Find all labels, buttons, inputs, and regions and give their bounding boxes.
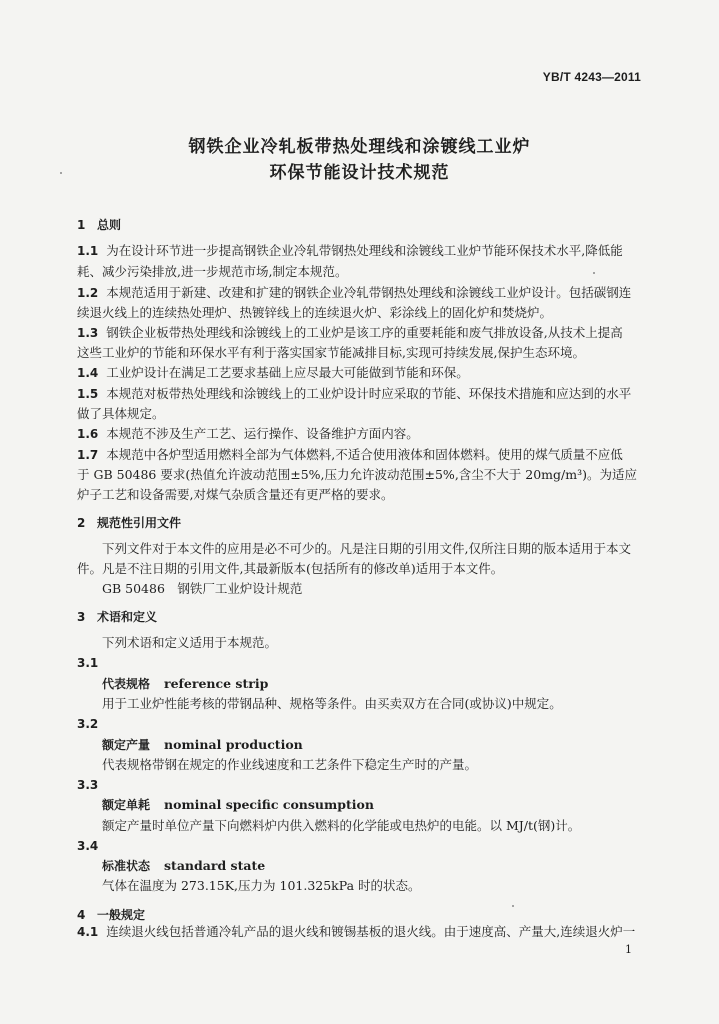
- section-2-heading: 2 规范性引用文件: [77, 516, 182, 530]
- term-3-4-title: 标准状态 standard state: [102, 858, 266, 873]
- clause-1-3-line2: 这些工业炉的节能和环保水平有利于落实国家节能减排目标,实现可持续发展,保护生态环境。: [77, 345, 585, 360]
- section-2-para-line1: 下列文件对于本文件的应用是必不可少的。凡是注日期的引用文件,仅所注日期的版本适用于本文: [102, 541, 631, 556]
- section-4-heading: 4 一般规定: [77, 908, 146, 922]
- document-title-line2: 环保节能设计技术规范: [269, 163, 450, 183]
- scan-speck: [512, 905, 514, 907]
- clause-1-5-line2: 做了具体规定。: [77, 406, 165, 421]
- clause-1-6-line1: 1.6 本规范不涉及生产工艺、运行操作、设备维护方面内容。: [77, 426, 419, 441]
- term-3-1-number: 3.1: [77, 656, 99, 670]
- clause-1-1-line2: 耗、减少污染排放,进一步规范市场,制定本规范。: [77, 264, 348, 279]
- term-3-1-definition: 用于工业炉性能考核的带钢品种、规格等条件。由买卖双方在合同(或协议)中规定。: [102, 696, 562, 711]
- document-title-line1: 钢铁企业冷轧板带热处理线和涂镀线工业炉: [188, 137, 531, 157]
- section-3-heading: 3 术语和定义: [77, 610, 158, 624]
- clause-1-7-line1: 1.7 本规范中各炉型适用燃料全部为气体燃料,不适合使用液体和固体燃料。使用的煤气质量不应低: [77, 447, 623, 462]
- page-number: 1: [625, 943, 632, 956]
- term-3-3-number: 3.3: [77, 778, 99, 792]
- standard-number: YB/T 4243—2011: [542, 70, 641, 84]
- term-3-2-number: 3.2: [77, 717, 99, 731]
- scan-speck: [593, 272, 595, 274]
- scan-speck: [60, 172, 62, 174]
- clause-4-1-line1: 4.1 连续退火线包括普通冷轧产品的退火线和镀锡基板的退火线。由于速度高、产量大,连续退火炉一: [77, 924, 636, 939]
- term-3-3-definition: 额定产量时单位产量下向燃料炉内供入燃料的化学能或电热炉的电能。以 MJ/t(钢)计。: [102, 818, 581, 833]
- term-3-3-title: 额定单耗 nominal specific consumption: [102, 797, 374, 812]
- term-3-4-definition: 气体在温度为 273.15K,压力为 101.325kPa 时的状态。: [102, 878, 421, 893]
- term-3-2-title: 额定产量 nominal production: [102, 737, 303, 752]
- clause-1-3-line1: 1.3 钢铁企业板带热处理线和涂镀线上的工业炉是该工序的重要耗能和废气排放设备,从技术上提高: [77, 325, 623, 340]
- clause-1-5-line1: 1.5 本规范对板带热处理线和涂镀线上的工业炉设计时应采取的节能、环保技术措施和应达到的水平: [77, 386, 632, 401]
- normative-reference: GB 50486 钢铁厂工业炉设计规范: [102, 581, 303, 596]
- clause-1-7-line2: 于 GB 50486 要求(热值允许波动范围±5%,压力允许波动范围±5%,含尘不大于 20mg/m³)。为适应: [77, 467, 637, 482]
- clause-1-4-line1: 1.4 工业炉设计在满足工艺要求基础上应尽最大可能做到节能和环保。: [77, 365, 469, 380]
- term-3-4-number: 3.4: [77, 839, 99, 853]
- section-2-para-line2: 件。凡是不注日期的引用文件,其最新版本(包括所有的修改单)适用于本文件。: [77, 561, 504, 576]
- clause-1-1-line1: 1.1 为在设计环节进一步提高钢铁企业冷轧带钢热处理线和涂镀线工业炉节能环保技术水平,降低能: [77, 243, 623, 258]
- clause-1-2-line1: 1.2 本规范适用于新建、改建和扩建的钢铁企业冷轧带钢热处理线和涂镀线工业炉设计。包括碳钢连: [77, 285, 632, 300]
- section-1-heading: 1 总则: [77, 218, 122, 232]
- clause-1-2-line2: 续退火线上的连续热处理炉、热镀锌线上的连续退火炉、彩涂线上的固化炉和焚烧炉。: [77, 305, 553, 320]
- section-3-intro: 下列术语和定义适用于本规范。: [102, 635, 278, 650]
- term-3-2-definition: 代表规格带钢在规定的作业线速度和工艺条件下稳定生产时的产量。: [102, 757, 478, 772]
- term-3-1-title: 代表规格 reference strip: [102, 676, 269, 691]
- clause-1-7-line3: 炉子工艺和设备需要,对煤气杂质含量还有更严格的要求。: [77, 487, 394, 502]
